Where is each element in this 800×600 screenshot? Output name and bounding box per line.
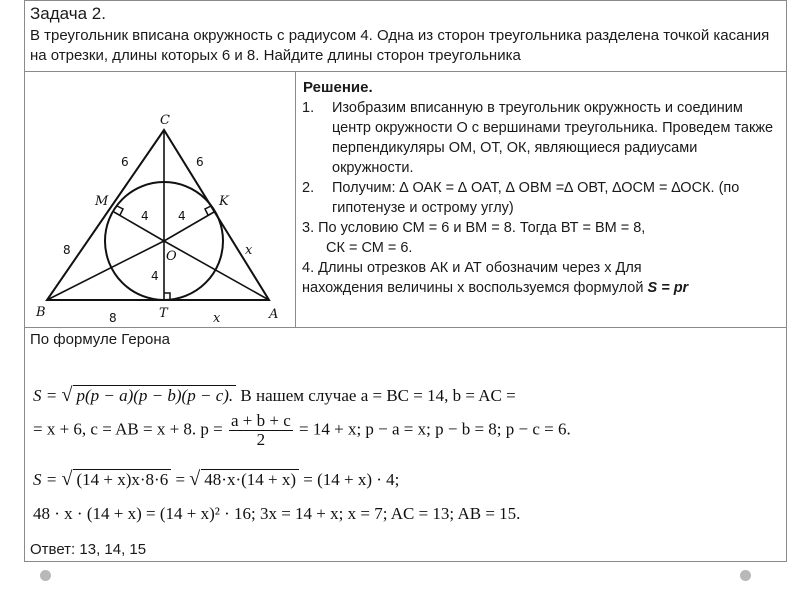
- label-m: M: [95, 194, 109, 209]
- bullet-dot: [740, 570, 751, 581]
- task-title: Задача 2.: [30, 4, 106, 23]
- solution-item-4-line2: нахождения величины х воспользуемся формулой: [302, 280, 644, 296]
- solution-item: [300, 98, 780, 178]
- segment-label-at: x: [213, 311, 221, 325]
- solution-item-number: 2.: [302, 180, 315, 196]
- solution-item-3-line1: 3. По условию СМ = 6 и ВМ = 8. Тогда ВТ = ВМ = 8,: [302, 220, 646, 236]
- solution-item-number: 1.: [302, 100, 315, 116]
- formula-area-result: = (14 + x) · 4;: [303, 470, 400, 489]
- sqrt-icon: √: [61, 384, 73, 406]
- segment-label-ak: x: [245, 243, 253, 258]
- formula-line-1: [33, 384, 516, 407]
- solution-item-3: [300, 218, 780, 258]
- formula-line-3: [33, 468, 399, 491]
- label-b: B: [36, 305, 46, 320]
- formula-solution: 48 · x · (14 + x) = (14 + x)² · 16; 3x = 14 + x; x = 7; AC = 13; AB = 15.: [33, 504, 521, 523]
- formula-radicand: p(p − a)(p − b)(p − c).: [76, 386, 234, 405]
- segment-label-cm: 6: [121, 155, 129, 169]
- label-t: T: [159, 306, 168, 321]
- sqrt-icon: √: [189, 468, 201, 490]
- solution-item-text: Получим: ∆ ОАК = ∆ ОАТ, ∆ ОВМ =∆ ОВТ, ∆ОСМ = ∆ОСК. (по гипотенузе и острому углу): [332, 180, 740, 216]
- solution-heading: Решение.: [303, 79, 373, 96]
- radius-label-om: 4: [141, 209, 149, 223]
- solution-item-4: [300, 258, 780, 298]
- label-a: A: [269, 307, 279, 322]
- formula-s: S =: [33, 470, 58, 489]
- heron-label: По формуле Герона: [30, 331, 171, 348]
- solution-item-3-line2: СК = СМ = 6.: [326, 240, 413, 256]
- geometry-figure: [33, 110, 288, 325]
- solution-item-4-line1: 4. Длины отрезков АК и АТ обозначим через х Для: [302, 260, 642, 276]
- radius-label-ok: 4: [178, 209, 186, 223]
- solution-item: [300, 178, 780, 218]
- formula-s: S =: [33, 386, 58, 405]
- formula-sides: = x + 6, c = AB = x + 8. p =: [33, 419, 223, 439]
- segment-label-bt: 8: [109, 311, 117, 325]
- area-formula: S = pr: [647, 280, 689, 296]
- formula-line-2: [33, 412, 571, 449]
- formula-radicand-1: (14 + x)x·8·6: [76, 470, 169, 489]
- formula-equals: =: [175, 470, 186, 489]
- triangle-diagram: [33, 110, 288, 325]
- label-c: C: [160, 113, 170, 128]
- label-o: O: [166, 249, 177, 264]
- formula-semiperimeter: = 14 + x; p − a = x; p − b = 8; p − c = 6.: [299, 419, 571, 439]
- segment-oa: [164, 241, 269, 300]
- column-divider: [295, 72, 296, 328]
- label-k: K: [219, 194, 229, 209]
- row-divider: [24, 327, 787, 328]
- sqrt-icon: √: [61, 468, 73, 490]
- fraction-numerator: a + b + c: [231, 411, 291, 430]
- formula-case: В нашем случае a = BC = 14, b = AC =: [240, 386, 516, 405]
- semiperimeter-fraction: [229, 412, 293, 449]
- segment-label-ck: 6: [196, 155, 204, 169]
- segment-om: [114, 212, 164, 241]
- formula-radicand-2: 48·x·(14 + x): [204, 470, 297, 489]
- formula-image: [33, 378, 630, 530]
- solution-block: [300, 78, 780, 298]
- bullet-dot: [40, 570, 51, 581]
- solution-item-text: Изобразим вписанную в треугольник окружность и соединим центр окружности О с вершинами треугольника. Проведем также перпендикуляры ОМ, ОТ, ОК, являющиеся радиусами окружности.: [332, 100, 774, 176]
- segment-label-bm: 8: [63, 243, 71, 257]
- answer: Ответ: 13, 14, 15: [30, 541, 147, 558]
- formula-line-4: [33, 504, 520, 524]
- fraction-denominator: 2: [256, 430, 266, 449]
- radius-label-ot: 4: [151, 269, 159, 283]
- task-text: В треугольник вписана окружность с радиусом 4. Одна из сторон треугольника разделена точкой касания на отрезки, длины которых 6 и 8. Найдите длины сторон треугольника: [30, 27, 770, 64]
- segment-ok: [164, 212, 214, 241]
